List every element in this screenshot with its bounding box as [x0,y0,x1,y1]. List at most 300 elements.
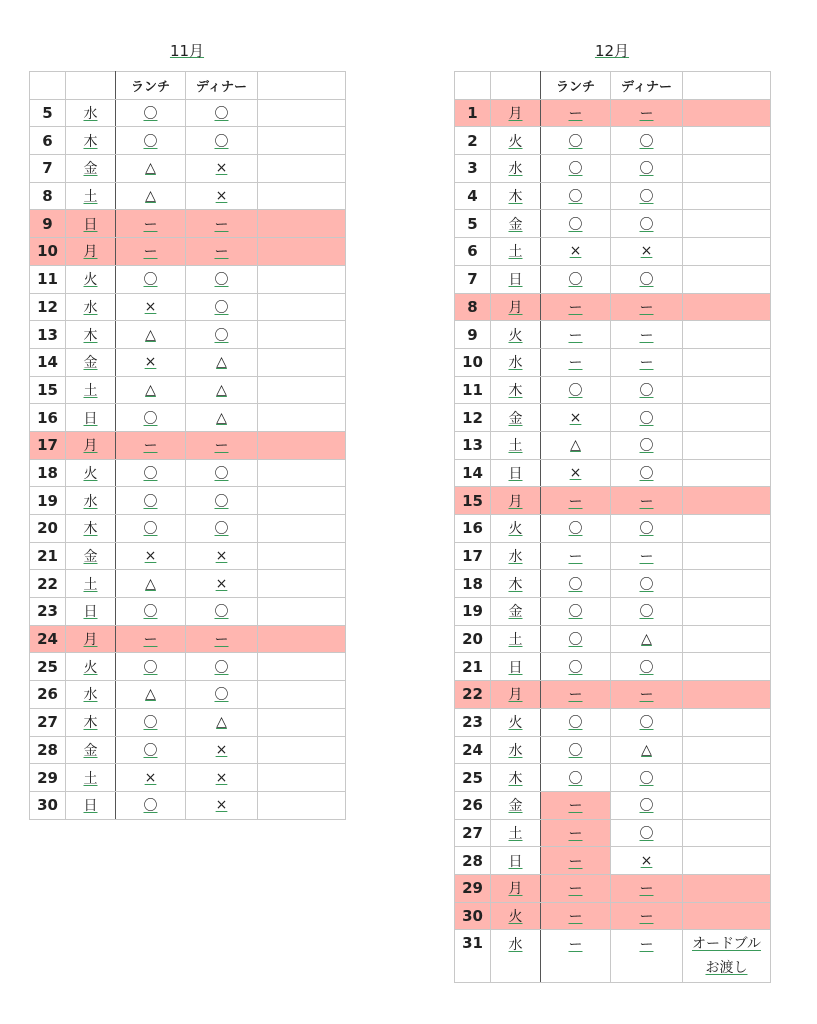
day-number: 24 [30,625,66,653]
weekday: 木 [83,715,98,732]
note-cell [683,127,771,155]
day-row [30,570,346,598]
dinner-status: ー [639,493,654,510]
lunch-cell [116,459,186,487]
dinner-status: △ [216,409,227,426]
lunch-status: 〇 [143,106,158,123]
dinner-cell [611,155,683,183]
dinner-cell [611,625,683,653]
dinner-cell [611,515,683,543]
note-cell [683,155,771,183]
dinner-cell [186,293,258,321]
dinner-status: ー [639,908,654,925]
weekday: 日 [508,659,523,676]
day-number: 20 [30,515,66,543]
day-number: 27 [30,708,66,736]
dinner-status: 〇 [639,161,654,178]
day-number: 16 [455,515,491,543]
lunch-status: △ [145,575,156,592]
dinner-cell [611,874,683,902]
lunch-cell [541,708,611,736]
day-row [30,210,346,238]
weekday-cell [66,376,116,404]
dinner-cell [611,99,683,127]
weekday-cell [491,431,541,459]
weekday-cell [66,348,116,376]
day-number: 28 [30,736,66,764]
lunch-status: △ [570,437,581,454]
dinner-cell [186,570,258,598]
day-row [30,127,346,155]
lunch-status: ー [568,825,583,842]
december-table [454,71,771,983]
weekday-cell [66,598,116,626]
lunch-cell [541,348,611,376]
weekday: 火 [508,521,523,538]
dinner-status: ー [639,106,654,123]
note-cell [683,819,771,847]
dinner-cell [611,570,683,598]
lunch-status: ー [143,216,158,233]
weekday: 月 [508,687,523,704]
note-cell [683,791,771,819]
lunch-status: 〇 [143,465,158,482]
note-cell [258,293,346,321]
weekday-cell [66,127,116,155]
dinner-cell [611,265,683,293]
note-cell [683,487,771,515]
dinner-status: 〇 [214,299,229,316]
weekday: 火 [508,715,523,732]
day-row [30,404,346,432]
dinner-status: × [215,188,228,205]
weekday: 水 [508,742,523,759]
lunch-status: ー [568,687,583,704]
dinner-cell [186,127,258,155]
weekday-cell [491,819,541,847]
lunch-status: △ [145,686,156,703]
day-number: 26 [30,681,66,709]
dinner-status: △ [216,381,227,398]
day-number: 19 [455,598,491,626]
weekday: 木 [83,327,98,344]
day-row [455,847,771,875]
note-cell [258,182,346,210]
header-cell [30,72,66,100]
day-number: 30 [30,791,66,819]
lunch-cell [541,99,611,127]
day-number: 16 [30,404,66,432]
dinner-cell [611,764,683,792]
weekday: 月 [508,493,523,510]
note-cell [258,155,346,183]
weekday-cell [491,376,541,404]
lunch-status: 〇 [568,521,583,538]
day-number: 13 [455,431,491,459]
day-number: 7 [30,155,66,183]
lunch-status: 〇 [143,493,158,510]
day-row [455,874,771,902]
day-row [455,265,771,293]
dinner-cell [186,155,258,183]
dinner-status: ー [214,216,229,233]
note-cell [258,210,346,238]
weekday-cell [66,404,116,432]
header-cell: ランチ [116,72,186,100]
weekday: 水 [83,106,98,123]
day-number: 1 [455,99,491,127]
lunch-cell [116,681,186,709]
weekday: 月 [83,438,98,455]
dinner-cell [611,902,683,930]
weekday-cell [66,681,116,709]
december-title: 12月 [594,42,630,60]
dinner-cell [611,321,683,349]
dinner-status: 〇 [639,521,654,538]
weekday-cell [491,681,541,709]
lunch-status: 〇 [568,189,583,206]
note-cell [683,653,771,681]
lunch-cell [541,182,611,210]
note-cell [683,708,771,736]
lunch-status: ー [143,632,158,649]
note-cell [683,570,771,598]
lunch-status: × [144,769,157,786]
lunch-cell [116,238,186,266]
lunch-cell [541,874,611,902]
dinner-status: ー [639,881,654,898]
dinner-cell [611,819,683,847]
day-number: 3 [455,155,491,183]
weekday: 水 [83,299,98,316]
day-number: 30 [455,902,491,930]
dinner-cell [186,404,258,432]
lunch-status: ー [568,327,583,344]
weekday-cell [66,210,116,238]
day-number: 25 [455,764,491,792]
dinner-status: 〇 [639,382,654,399]
weekday: 土 [83,576,98,593]
dinner-status: 〇 [214,272,229,289]
lunch-status: △ [145,160,156,177]
weekday-cell [66,515,116,543]
weekday-cell [66,708,116,736]
note-cell [683,210,771,238]
day-row [455,625,771,653]
day-row [455,293,771,321]
lunch-cell [116,404,186,432]
weekday: 火 [83,465,98,482]
dinner-cell [186,625,258,653]
weekday: 火 [83,659,98,676]
lunch-cell [541,930,611,983]
day-row [455,570,771,598]
lunch-status: × [569,243,582,260]
lunch-cell [541,847,611,875]
day-row [30,791,346,819]
lunch-cell [116,431,186,459]
weekday-cell [66,293,116,321]
dinner-status: 〇 [639,189,654,206]
day-row [30,431,346,459]
day-number: 7 [455,265,491,293]
dinner-cell [611,681,683,709]
lunch-status: △ [145,326,156,343]
lunch-cell [541,293,611,321]
weekday: 金 [508,798,523,815]
weekday: 日 [508,853,523,870]
note-cell [258,764,346,792]
day-number: 10 [30,238,66,266]
weekday: 土 [83,189,98,206]
day-number: 5 [30,99,66,127]
weekday: 木 [508,189,523,206]
weekday-cell [491,127,541,155]
lunch-status: 〇 [568,133,583,150]
lunch-status: 〇 [143,659,158,676]
day-row [30,321,346,349]
day-number: 9 [455,321,491,349]
weekday: 土 [508,632,523,649]
november-table [29,71,346,820]
lunch-cell [541,681,611,709]
note-cell [258,736,346,764]
lunch-cell [541,155,611,183]
note-cell [683,736,771,764]
dinner-cell [186,598,258,626]
weekday-cell [66,542,116,570]
day-number: 13 [30,321,66,349]
lunch-cell [116,542,186,570]
dinner-status: ー [214,244,229,261]
dinner-cell [186,764,258,792]
weekday-cell [66,321,116,349]
note-cell [258,598,346,626]
weekday-cell [491,736,541,764]
day-number: 25 [30,653,66,681]
dinner-status: × [215,741,228,758]
lunch-status: 〇 [143,272,158,289]
day-number: 31 [455,930,491,983]
weekday: 土 [508,244,523,261]
weekday-cell [491,265,541,293]
weekday-cell [491,155,541,183]
header-row [455,72,771,100]
lunch-status: × [569,464,582,481]
header-cell [455,72,491,100]
lunch-status: 〇 [143,798,158,815]
lunch-status: 〇 [143,604,158,621]
note-text: お渡し [705,960,748,977]
dinner-cell [186,348,258,376]
header-cell [66,72,116,100]
dinner-cell [186,515,258,543]
weekday: 金 [508,410,523,427]
weekday-cell [66,653,116,681]
lunch-status: 〇 [568,659,583,676]
dinner-cell [186,653,258,681]
weekday: 月 [508,299,523,316]
weekday-cell [491,791,541,819]
dinner-status: 〇 [214,687,229,704]
day-row [30,265,346,293]
note-cell [258,487,346,515]
weekday: 木 [83,133,98,150]
day-row [30,542,346,570]
lunch-cell [116,708,186,736]
lunch-cell [116,653,186,681]
lunch-cell [541,653,611,681]
dinner-cell [186,321,258,349]
dinner-status: ー [639,355,654,372]
note-cell [683,902,771,930]
day-row [455,542,771,570]
lunch-cell [541,791,611,819]
day-row [30,459,346,487]
day-row [455,791,771,819]
dinner-cell [611,459,683,487]
dinner-status: △ [641,741,652,758]
day-row [30,598,346,626]
weekday-cell [491,570,541,598]
day-number: 9 [30,210,66,238]
dinner-cell [186,238,258,266]
day-row [455,930,771,983]
lunch-status: 〇 [568,632,583,649]
weekday: 金 [508,604,523,621]
note-cell [258,404,346,432]
dinner-status: ー [639,299,654,316]
weekday-cell [491,348,541,376]
dinner-status: 〇 [639,825,654,842]
weekday: 火 [508,133,523,150]
day-number: 23 [30,598,66,626]
note-cell [683,598,771,626]
lunch-cell [541,321,611,349]
weekday: 金 [83,355,98,372]
dinner-cell [186,708,258,736]
weekday: 水 [83,493,98,510]
day-row [455,598,771,626]
day-row [455,681,771,709]
day-number: 20 [455,625,491,653]
weekday-cell [491,542,541,570]
weekday: 日 [83,410,98,427]
dinner-status: 〇 [639,465,654,482]
dinner-status: × [215,160,228,177]
lunch-cell [541,515,611,543]
note-cell [258,791,346,819]
lunch-cell [541,238,611,266]
header-cell: ディナー [186,72,258,100]
note-cell [683,847,771,875]
day-number: 22 [30,570,66,598]
lunch-cell [541,764,611,792]
lunch-cell [116,791,186,819]
note-cell [258,625,346,653]
lunch-cell [116,210,186,238]
dinner-status: 〇 [639,576,654,593]
dinner-cell [611,598,683,626]
dinner-status: × [640,852,653,869]
day-row [455,155,771,183]
dinner-cell [186,736,258,764]
lunch-status: × [144,354,157,371]
weekday: 木 [508,382,523,399]
weekday: 日 [83,216,98,233]
day-row [30,653,346,681]
note-cell [258,376,346,404]
weekday-cell [66,431,116,459]
dinner-cell [186,376,258,404]
note-cell [683,515,771,543]
weekday-cell [491,459,541,487]
lunch-status: 〇 [568,382,583,399]
lunch-status: ー [568,908,583,925]
day-number: 28 [455,847,491,875]
day-number: 15 [30,376,66,404]
note-cell [258,515,346,543]
lunch-cell [116,155,186,183]
lunch-cell [541,598,611,626]
dinner-cell [611,708,683,736]
header-cell [258,72,346,100]
day-number: 17 [455,542,491,570]
dinner-cell [611,791,683,819]
day-row [455,431,771,459]
note-cell [683,293,771,321]
note-cell [258,348,346,376]
dinner-cell [611,348,683,376]
lunch-status: ー [143,244,158,261]
lunch-cell [541,542,611,570]
lunch-cell [541,570,611,598]
day-row [30,182,346,210]
dinner-cell [611,487,683,515]
weekday: 土 [508,825,523,842]
note-cell [258,570,346,598]
lunch-status: 〇 [143,715,158,732]
weekday-cell [66,238,116,266]
day-row [455,404,771,432]
lunch-cell [116,376,186,404]
day-number: 24 [455,736,491,764]
day-number: 18 [30,459,66,487]
lunch-status: 〇 [568,272,583,289]
lunch-status: ー [143,438,158,455]
lunch-cell [116,321,186,349]
weekday-cell [66,459,116,487]
lunch-cell [116,182,186,210]
weekday-cell [491,930,541,983]
lunch-cell [116,598,186,626]
dinner-status: 〇 [214,133,229,150]
weekday-cell [491,182,541,210]
dinner-cell [186,182,258,210]
day-number: 14 [30,348,66,376]
day-row [455,127,771,155]
header-cell [491,72,541,100]
weekday-cell [66,265,116,293]
weekday: 金 [83,161,98,178]
weekday: 土 [83,770,98,787]
november-title: 11月 [169,42,205,60]
dinner-status: × [640,243,653,260]
weekday-cell [66,625,116,653]
dinner-status: 〇 [639,770,654,787]
note-cell [258,431,346,459]
day-number: 12 [30,293,66,321]
